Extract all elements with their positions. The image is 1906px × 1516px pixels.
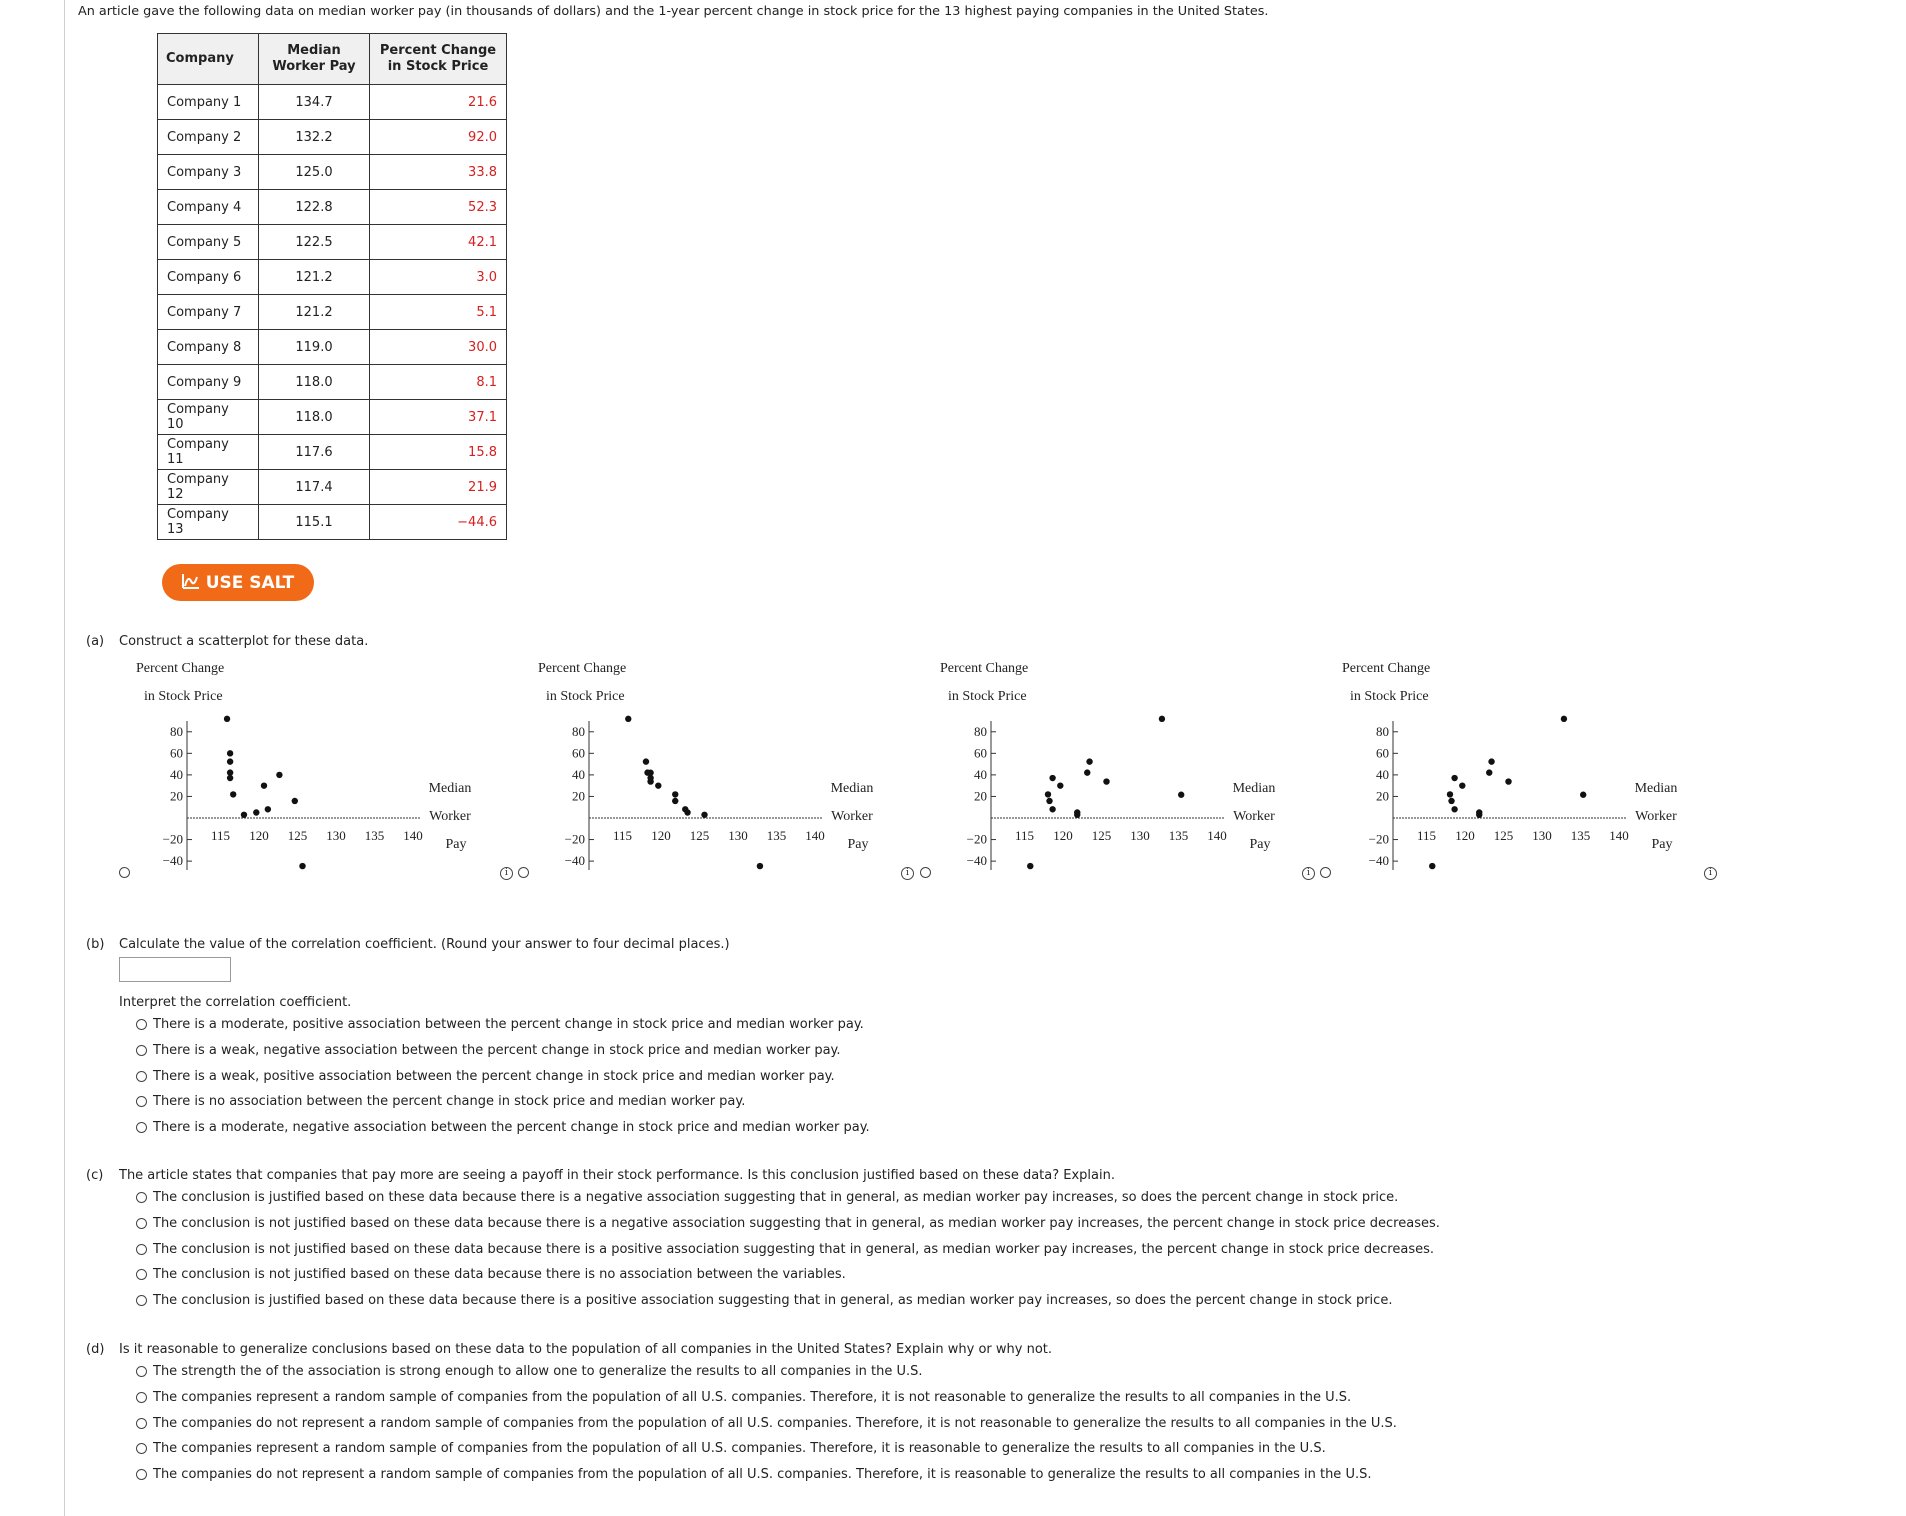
part-b-label: (b) — [86, 937, 105, 952]
intro-text: An article gave the following data on median worker pay (in thousands of dollars) and the 1-year percent change in stock price for the 13 highest paying companies in the United States. — [78, 4, 1269, 19]
y-tick-label: 80 — [974, 723, 987, 739]
y-tick-label: 40 — [974, 766, 987, 782]
data-point — [1505, 778, 1511, 784]
pay-cell: 122.8 — [259, 190, 370, 225]
scatterplot-option-3[interactable] — [932, 648, 1292, 882]
data-point — [1074, 812, 1080, 818]
company-cell: Company 7 — [158, 295, 259, 330]
data-point — [655, 782, 661, 788]
x-tick-label: 140 — [805, 828, 825, 843]
x-tick-label: 115 — [612, 828, 633, 843]
x-tick-label: 120 — [651, 828, 671, 843]
y-tick-label: 40 — [1376, 766, 1389, 782]
company-cell: Company 4 — [158, 190, 259, 225]
pay-cell: 121.2 — [259, 260, 370, 295]
change-cell: 30.0 — [370, 330, 507, 365]
table-row — [158, 260, 507, 295]
conclusion-option-label: The conclusion is not justified based on these data because there is no association between the variables. — [153, 1267, 846, 1283]
data-point — [1086, 758, 1092, 764]
y-axis-title-line1: Percent Change — [940, 661, 1029, 676]
company-cell: Company 6 — [158, 260, 259, 295]
scatterplot-svg — [530, 648, 890, 878]
table-row — [158, 120, 507, 155]
data-point — [224, 716, 230, 722]
change-cell: 21.9 — [370, 470, 507, 505]
x-axis-title-line3: Pay — [847, 837, 869, 852]
data-point — [292, 798, 298, 804]
plot-option-2-info-icon[interactable]: i — [901, 867, 914, 880]
data-point — [647, 770, 653, 776]
scatterplot-option-2[interactable] — [530, 648, 890, 882]
plot-option-2-radio[interactable] — [518, 867, 529, 878]
data-table — [157, 33, 507, 540]
data-point — [643, 758, 649, 764]
y-tick-label: −40 — [564, 853, 585, 869]
radio-button[interactable] — [136, 1045, 147, 1056]
y-axis-title-line2: in Stock Price — [144, 689, 223, 704]
radio-button[interactable] — [136, 1071, 147, 1082]
radio-button[interactable] — [136, 1122, 147, 1133]
x-axis-title-line1: Median — [830, 781, 874, 796]
generalize-option-1[interactable] — [136, 1364, 923, 1379]
use-salt-button[interactable] — [162, 564, 314, 601]
correlation-answer-input[interactable] — [119, 957, 231, 982]
change-cell: −44.6 — [370, 505, 507, 540]
company-cell: Company 2 — [158, 120, 259, 155]
x-axis-title-line2: Worker — [831, 809, 873, 824]
data-point — [1561, 716, 1567, 722]
interpret-option-label: There is a weak, negative association between the percent change in stock price and median worker pay. — [153, 1042, 841, 1058]
change-cell: 8.1 — [370, 365, 507, 400]
generalize-option-label: The companies do not represent a random sample of companies from the population of all U.S. companies. Therefore, it is not reasonable to generalize the results to all companies in the U.S. — [153, 1415, 1397, 1431]
part-a-text: Construct a scatterplot for these data. — [119, 634, 369, 649]
interpret-option-4[interactable] — [136, 1094, 745, 1109]
data-point — [684, 809, 690, 815]
scatterplot-svg — [1334, 648, 1694, 878]
radio-button[interactable] — [136, 1244, 147, 1255]
x-tick-label: 140 — [1609, 828, 1629, 843]
company-cell: Company 8 — [158, 330, 259, 365]
data-point — [1027, 863, 1033, 869]
data-point — [1178, 792, 1184, 798]
radio-button[interactable] — [136, 1469, 147, 1480]
data-point — [1451, 775, 1457, 781]
data-point — [1459, 782, 1465, 788]
x-tick-label: 120 — [1053, 828, 1073, 843]
scatterplot-svg — [932, 648, 1292, 878]
y-tick-label: 40 — [170, 766, 183, 782]
y-axis-title-line2: in Stock Price — [1350, 689, 1429, 704]
part-b-text: Calculate the value of the correlation coefficient. (Round your answer to four decimal places.) — [119, 937, 730, 952]
x-tick-label: 130 — [728, 828, 748, 843]
conclusion-option-4[interactable] — [136, 1267, 846, 1282]
table-row — [158, 400, 507, 435]
x-tick-label: 125 — [1493, 828, 1514, 843]
y-axis-title-line2: in Stock Price — [546, 689, 625, 704]
table-row — [158, 295, 507, 330]
y-tick-label: 60 — [1376, 745, 1389, 761]
pay-cell: 121.2 — [259, 295, 370, 330]
company-cell: Company 13 — [158, 505, 259, 540]
x-axis-title-line3: Pay — [445, 837, 467, 852]
change-cell: 15.8 — [370, 435, 507, 470]
y-axis-title-line2: in Stock Price — [948, 689, 1027, 704]
data-point — [1580, 792, 1586, 798]
data-point — [1049, 775, 1055, 781]
plot-option-3-radio[interactable] — [920, 867, 931, 878]
y-tick-label: 60 — [572, 745, 585, 761]
radio-button[interactable] — [136, 1366, 147, 1377]
part-c-label: (c) — [86, 1168, 104, 1183]
interpret-option-label: There is no association between the percent change in stock price and median worker pay. — [153, 1094, 746, 1110]
data-point — [1084, 769, 1090, 775]
interpret-option-1[interactable] — [136, 1017, 864, 1032]
plot-option-4-info-icon[interactable]: i — [1704, 867, 1717, 880]
use-salt-label: USE SALT — [205, 572, 295, 593]
table-row — [158, 85, 507, 120]
radio-button[interactable] — [136, 1192, 147, 1203]
data-point — [261, 782, 267, 788]
data-point — [701, 812, 707, 818]
change-cell: 42.1 — [370, 225, 507, 260]
y-tick-label: −20 — [564, 831, 585, 847]
table-row — [158, 365, 507, 400]
plot-option-3-info-icon[interactable]: i — [1302, 867, 1315, 880]
y-tick-label: 20 — [572, 788, 585, 804]
x-tick-label: 115 — [1416, 828, 1437, 843]
col-header-company: Company — [158, 34, 259, 85]
change-cell: 52.3 — [370, 190, 507, 225]
conclusion-option-2[interactable] — [136, 1216, 1440, 1231]
data-point — [230, 791, 236, 797]
y-tick-label: 20 — [974, 788, 987, 804]
scatterplot-option-4[interactable] — [1334, 648, 1694, 882]
change-cell: 92.0 — [370, 120, 507, 155]
generalize-option-label: The strength the of the association is strong enough to allow one to generalize the results to all companies in the U.S. — [153, 1364, 923, 1379]
interpret-option-label: There is a weak, positive association between the percent change in stock price and median worker pay. — [153, 1068, 835, 1084]
x-tick-label: 135 — [766, 828, 787, 843]
change-cell: 33.8 — [370, 155, 507, 190]
x-tick-label: 135 — [1168, 828, 1189, 843]
company-cell: Company 12 — [158, 470, 259, 505]
conclusion-option-5[interactable] — [136, 1293, 1392, 1308]
data-point — [1046, 798, 1052, 804]
table-row — [158, 505, 507, 540]
x-tick-label: 125 — [689, 828, 710, 843]
table-row — [158, 330, 507, 365]
interpret-option-label: There is a moderate, negative association between the percent change in stock price and median worker pay. — [153, 1120, 870, 1136]
plot-option-1-radio[interactable] — [119, 867, 130, 878]
data-point — [647, 778, 653, 784]
data-point — [625, 716, 631, 722]
y-axis-title-line1: Percent Change — [1342, 661, 1431, 676]
radio-button[interactable] — [136, 1096, 147, 1107]
data-point — [241, 812, 247, 818]
generalize-option-2[interactable] — [136, 1390, 1351, 1405]
x-tick-label: 130 — [1130, 828, 1150, 843]
part-d-text: Is it reasonable to generalize conclusions based on these data to the population of all companies in the United States? Explain why or why not. — [119, 1342, 1053, 1357]
x-tick-label: 140 — [1207, 828, 1227, 843]
company-cell: Company 10 — [158, 400, 259, 435]
y-tick-label: −40 — [1368, 853, 1389, 869]
x-tick-label: 135 — [364, 828, 385, 843]
data-point — [1448, 798, 1454, 804]
pay-cell: 119.0 — [259, 330, 370, 365]
x-axis-title-line1: Median — [428, 781, 472, 796]
radio-button[interactable] — [136, 1443, 147, 1454]
x-tick-label: 115 — [1014, 828, 1035, 843]
y-tick-label: 80 — [572, 723, 585, 739]
col-header-pay: Median Worker Pay — [259, 34, 370, 85]
x-tick-label: 140 — [403, 828, 423, 843]
x-tick-label: 130 — [326, 828, 346, 843]
x-axis-title-line3: Pay — [1249, 837, 1271, 852]
data-point — [265, 806, 271, 812]
interpret-prompt: Interpret the correlation coefficient. — [119, 995, 352, 1010]
scatterplot-option-1[interactable] — [128, 648, 488, 882]
pay-cell: 118.0 — [259, 400, 370, 435]
pay-cell: 117.6 — [259, 435, 370, 470]
x-axis-title-line2: Worker — [1233, 809, 1275, 824]
data-point — [227, 758, 233, 764]
data-point — [1451, 806, 1457, 812]
pay-cell: 117.4 — [259, 470, 370, 505]
col-header-change: Percent Change in Stock Price — [370, 34, 507, 85]
interpret-option-2[interactable] — [136, 1043, 841, 1058]
y-tick-label: −40 — [162, 853, 183, 869]
radio-button[interactable] — [136, 1269, 147, 1280]
plot-option-1-info-icon[interactable]: i — [500, 867, 513, 880]
plot-option-4-radio[interactable] — [1320, 867, 1331, 878]
company-cell: Company 3 — [158, 155, 259, 190]
x-tick-label: 120 — [249, 828, 269, 843]
table-header-row — [158, 34, 507, 85]
generalize-option-3[interactable] — [136, 1416, 1397, 1431]
table-row — [158, 470, 507, 505]
y-tick-label: −20 — [1368, 831, 1389, 847]
change-cell: 3.0 — [370, 260, 507, 295]
salt-chart-icon — [182, 573, 200, 593]
pay-cell: 132.2 — [259, 120, 370, 155]
pay-cell: 122.5 — [259, 225, 370, 260]
data-point — [1159, 716, 1165, 722]
change-cell: 37.1 — [370, 400, 507, 435]
y-tick-label: 20 — [170, 788, 183, 804]
pay-cell: 118.0 — [259, 365, 370, 400]
x-axis-title-line1: Median — [1634, 781, 1678, 796]
conclusion-option-label: The conclusion is justified based on these data because there is a positive association suggesting that in general, as median worker pay increases, so does the percent change in stock price. — [153, 1293, 1393, 1309]
data-point — [1488, 758, 1494, 764]
conclusion-option-1[interactable] — [136, 1190, 1398, 1205]
y-axis-title-line1: Percent Change — [136, 661, 225, 676]
y-tick-label: 40 — [572, 766, 585, 782]
part-a-label: (a) — [86, 634, 105, 649]
x-axis-title-line2: Worker — [1635, 809, 1677, 824]
company-cell: Company 5 — [158, 225, 259, 260]
part-d-label: (d) — [86, 1342, 105, 1357]
x-tick-label: 125 — [1091, 828, 1112, 843]
data-point — [1486, 769, 1492, 775]
data-point — [1103, 778, 1109, 784]
data-point — [253, 809, 259, 815]
part-c-text: The article states that companies that pay more are seeing a payoff in their stock performance. Is this conclusion justified based on these data? Explain. — [119, 1168, 1115, 1183]
data-point — [1049, 806, 1055, 812]
data-point — [1447, 791, 1453, 797]
pay-cell: 134.7 — [259, 85, 370, 120]
data-point — [672, 791, 678, 797]
radio-button[interactable] — [136, 1295, 147, 1306]
radio-button[interactable] — [136, 1218, 147, 1229]
data-point — [757, 863, 763, 869]
interpret-option-label: There is a moderate, positive association between the percent change in stock price and median worker pay. — [153, 1017, 864, 1032]
generalize-option-4[interactable] — [136, 1441, 1326, 1456]
table-row — [158, 155, 507, 190]
y-tick-label: 60 — [170, 745, 183, 761]
scatterplot-svg — [128, 648, 488, 878]
generalize-option-label: The companies do not represent a random sample of companies from the population of all U.S. companies. Therefore, it is reasonable to generalize the results to all companies in the U.S. — [153, 1467, 1372, 1483]
table-row — [158, 225, 507, 260]
left-border — [64, 0, 65, 1516]
x-tick-label: 120 — [1455, 828, 1475, 843]
generalize-option-5[interactable] — [136, 1467, 1371, 1482]
company-cell: Company 1 — [158, 85, 259, 120]
generalize-option-label: The companies represent a random sample of companies from the population of all U.S. companies. Therefore, it is reasonable to generalize the results to all companies in the U.S. — [153, 1441, 1326, 1457]
data-point — [299, 863, 305, 869]
interpret-option-3[interactable] — [136, 1069, 835, 1084]
data-point — [1476, 812, 1482, 818]
y-tick-label: 80 — [170, 723, 183, 739]
data-point — [276, 772, 282, 778]
company-cell: Company 9 — [158, 365, 259, 400]
data-point — [1045, 791, 1051, 797]
x-tick-label: 115 — [210, 828, 231, 843]
conclusion-option-label: The conclusion is not justified based on these data because there is a positive association suggesting that in general, as median worker pay increases, the percent change in stock price decreases. — [153, 1241, 1435, 1257]
table-row — [158, 435, 507, 470]
x-tick-label: 125 — [287, 828, 308, 843]
data-point — [227, 750, 233, 756]
x-tick-label: 130 — [1532, 828, 1552, 843]
conclusion-option-3[interactable] — [136, 1242, 1434, 1257]
radio-button[interactable] — [136, 1418, 147, 1429]
conclusion-option-label: The conclusion is justified based on these data because there is a negative association suggesting that in general, as median worker pay increases, so does the percent change in stock price. — [153, 1190, 1399, 1205]
data-point — [672, 798, 678, 804]
table-row — [158, 190, 507, 225]
data-point — [227, 775, 233, 781]
radio-button[interactable] — [136, 1019, 147, 1030]
x-tick-label: 135 — [1570, 828, 1591, 843]
x-axis-title-line2: Worker — [429, 809, 471, 824]
company-cell: Company 11 — [158, 435, 259, 470]
generalize-option-label: The companies represent a random sample of companies from the population of all U.S. companies. Therefore, it is not reasonable to generalize the results to all companies in the U.S. — [153, 1389, 1352, 1405]
x-axis-title-line3: Pay — [1651, 837, 1673, 852]
change-cell: 5.1 — [370, 295, 507, 330]
pay-cell: 115.1 — [259, 505, 370, 540]
y-tick-label: 20 — [1376, 788, 1389, 804]
x-axis-title-line1: Median — [1232, 781, 1276, 796]
data-point — [1057, 782, 1063, 788]
radio-button[interactable] — [136, 1392, 147, 1403]
y-tick-label: 80 — [1376, 723, 1389, 739]
y-axis-title-line1: Percent Change — [538, 661, 627, 676]
y-tick-label: 60 — [974, 745, 987, 761]
y-tick-label: −20 — [162, 831, 183, 847]
pay-cell: 125.0 — [259, 155, 370, 190]
data-point — [1429, 863, 1435, 869]
change-cell: 21.6 — [370, 85, 507, 120]
interpret-option-5[interactable] — [136, 1120, 870, 1135]
y-tick-label: −20 — [966, 831, 987, 847]
conclusion-option-label: The conclusion is not justified based on these data because there is a negative association suggesting that in general, as median worker pay increases, the percent change in stock price decreases. — [153, 1215, 1440, 1231]
y-tick-label: −40 — [966, 853, 987, 869]
